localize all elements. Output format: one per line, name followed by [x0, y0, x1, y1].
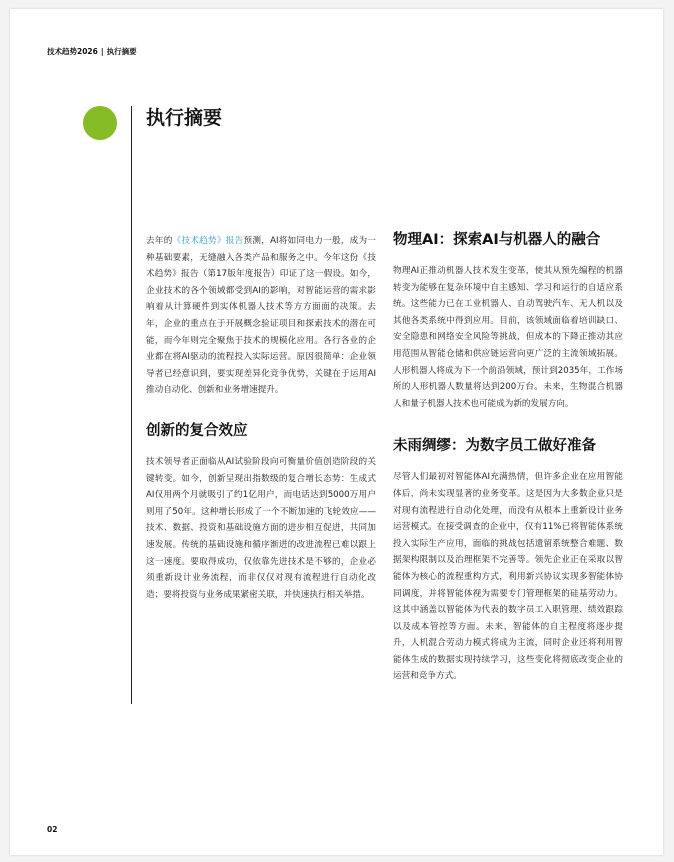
section-heading-innovation: 创新的复合效应 [146, 422, 248, 439]
page-number: 02 [47, 825, 58, 834]
document-page [10, 9, 663, 855]
header-separator: | [100, 47, 104, 56]
left-column [146, 233, 376, 603]
intro-body: 预测，AI将如同电力一般，成为一种基础要素，无缝融入各类产品和服务之中。今年这份《技术趋势》报告（第17版年度报告）印证了这一假设。如今，企业技术的各个领域都受到AI的影响，对智能运营的需求影响着从计算硬件到实体机器人技术等方方面面的决策。去年，企业的重点在于开展概念验证项目和探索技术的潜在可能，而今年则完全聚焦于技术的规模化应用。各行各业的企业都在将AI驱动的流程投入实际运营。原因很简单：企业领导者已经意识到，要实现差异化竞争优势，关键在于运用AI推动自动化、创新和业务增速提升。 [146, 236, 376, 396]
vertical-rule [131, 106, 132, 704]
intro-prefix: 去年的 [146, 236, 173, 246]
intro-paragraph [146, 233, 376, 399]
section-heading-digital-workforce: 未雨绸缪：为数字员工做好准备 [393, 438, 596, 455]
report-link[interactable]: 《技术趋势》报告 [172, 236, 244, 246]
section-body-innovation: 技术领导者正面临从AI试验阶段向可衡量价值创造阶段的关键转变。如今，创新呈现出指数级的复合增长态势：生成式AI仅用两个月就吸引了约1亿用户，而电话达到5000万用户则用了50年。这种增长形成了一个不断加速的飞轮效应——技术、数据、投资和基础设施方面的进步相互促进，共同加速发展。传统的基础设施和循序渐进的改进流程已难以跟上这一速度。要取得成功，仅依靠先进技术是不够的，企业必须重新设计业务流程，而非仅仅对现有流程进行自动化改造；要将投资与业务成果紧密关联，并快速执行相关举措。 [146, 456, 376, 600]
header-report-name: 技术趋势2026 [47, 47, 98, 56]
section-body-digital-workforce: 尽管人们最初对智能体AI充满热情，但许多企业在应用智能体后，尚未实现显著的业务变革。这是因为大多数企业只是对现有流程进行自动化处理，而没有从根本上重新设计业务运营模式。在接受调查的企业中，仅有11%已将智能体系统投入实际生产应用，面临的挑战包括遗留系统整合难题、数据架构限制以及治理框架不完善等。领先企业正在采取以智能体为核心的流程重构方式，利用新兴协议实现多智能体协同调度，并将智能体视为需要专门管理框架的硅基劳动力。这其中涵盖以智能体为代表的数字员工入职管理、绩效跟踪以及成本管控等方面。未来，智能体的自主程度将逐步提升，人机混合劳动力模式将成为主流，同时企业还将利用智能体生成的数据实现持续学习，这些变化将彻底改变企业的运营和竞争方式。 [393, 472, 623, 682]
running-header [47, 46, 137, 57]
page-title: 执行摘要 [146, 107, 223, 129]
header-section-name: 执行摘要 [106, 47, 137, 56]
right-column [393, 228, 623, 685]
section-body-physical-ai: 物理AI正推动机器人技术发生变革，使其从预先编程的机器转变为能够在复杂环境中自主感知、学习和运行的自适应系统。这些能力已在工业机器人、自动驾驶汽车、无人机以及其他各类系统中得到应用。目前，该领域面临着培训缺口、安全隐患和网络安全风险等挑战，但成本的下降正推动其应用范围从智能仓储和供应链运营向更广泛的主流领域拓展。人形机器人将成为下一个前沿领域，预计到2035年，工作场所的人形机器人数量将达到200万台。未来，生物混合机器人和量子机器人技术也可能成为新的发展方向。 [393, 266, 623, 409]
section-heading-physical-ai: 物理AI：探索AI与机器人的融合 [393, 232, 601, 248]
accent-dot [83, 106, 117, 140]
